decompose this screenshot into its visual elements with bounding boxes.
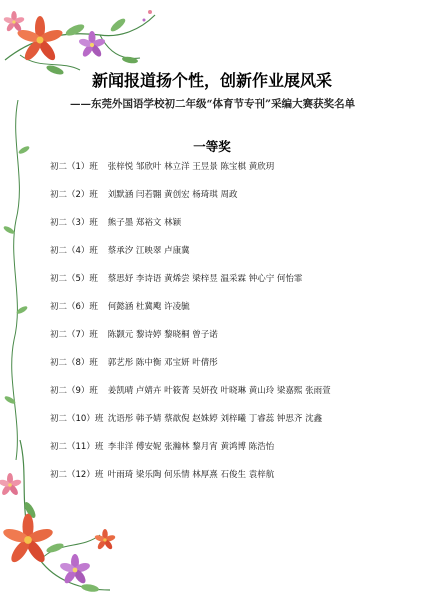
- document-subtitle: ——东莞外国语学校初二年级“体育节专刊”采编大赛获奖名单: [70, 98, 356, 110]
- class-label: 初二（10）班: [50, 414, 104, 424]
- winner-names: 张梓悦 邹欣叶 林立洋 王昱景 陈宝棋 黄欣玥: [107, 162, 275, 172]
- award-row: [50, 244, 190, 258]
- class-label: 初二（9）班: [50, 386, 98, 396]
- award-row: [50, 468, 274, 482]
- class-label: 初二（4）班: [50, 246, 98, 256]
- award-row: [50, 356, 218, 370]
- flower-icon: [16, 16, 64, 63]
- award-row: [50, 300, 190, 314]
- winner-names: 姜凯晴 卢婧卉 叶筱菁 吴妍孜 叶晓琳 黄山玲 梁嘉熙 张雨萱: [107, 386, 331, 396]
- winner-names: 刘默涵 闫若翾 黄创宏 杨琦琪 周政: [107, 190, 238, 200]
- award-row: [50, 216, 181, 230]
- class-label: 初二（1）班: [50, 162, 98, 172]
- award-row: [50, 160, 274, 174]
- award-row: [50, 440, 274, 454]
- class-label: 初二（7）班: [50, 330, 98, 340]
- award-row: [50, 272, 302, 286]
- award-row: [50, 188, 238, 202]
- award-row: [50, 328, 218, 342]
- winner-names: 郭艺彤 陈中衡 邓宝妍 叶倩彤: [107, 358, 218, 368]
- class-label: 初二（3）班: [50, 218, 98, 228]
- winner-names: 熊子墨 郑裕文 林颖: [107, 218, 182, 228]
- award-row: [50, 384, 331, 398]
- document-title: 新闻报道扬个性，创新作业展风采: [91, 71, 332, 90]
- class-label: 初二（2）班: [50, 190, 98, 200]
- floral-corner-bottom-decoration: [0, 440, 130, 600]
- class-label: 初二（11）班: [50, 442, 104, 452]
- class-label: 初二（6）班: [50, 302, 98, 312]
- class-label: 初二（8）班: [50, 358, 98, 368]
- class-label: 初二（5）班: [50, 274, 98, 284]
- winner-names: 蔡思妤 李诗语 黄烯尝 梁梓昱 温采霖 钟心宁 何怡霏: [107, 274, 303, 284]
- award-level-heading: 一等奖: [193, 139, 231, 154]
- winner-names: 叶雨琦 梁乐陶 何乐情 林厚熹 石俊生 袁梓航: [107, 470, 275, 480]
- winner-names: 沈语彤 韩予婧 蔡歆倪 赵姝婷 刘梓曦 丁睿蕊 钟思齐 沈鑫: [107, 414, 323, 424]
- winner-names: 李非洋 傅安妮 张瀚林 黎月宵 黄鸿博 陈浩怡: [107, 442, 275, 452]
- winner-names: 陈颢元 黎诗婷 黎晓桐 曾子诺: [107, 330, 218, 340]
- class-label: 初二（12）班: [50, 470, 104, 480]
- winner-names: 蔡承汐 江映翠 卢康冀: [107, 246, 190, 256]
- floral-corner-top-decoration: [0, 0, 160, 110]
- winner-names: 何懿涵 杜冀飑 许凌毓: [107, 302, 190, 312]
- award-row: [50, 412, 322, 426]
